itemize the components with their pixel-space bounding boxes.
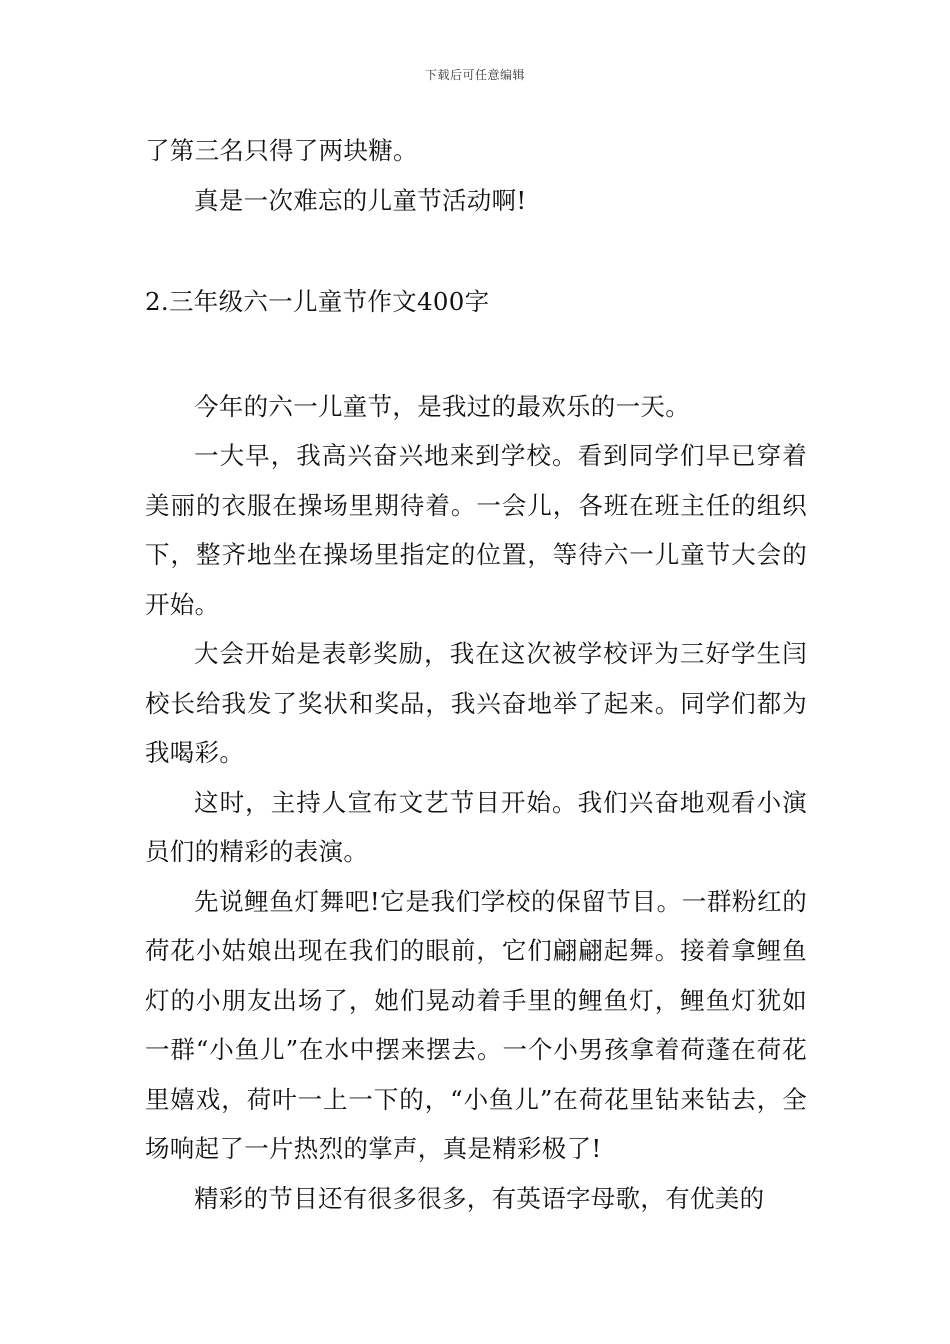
paragraph: 今年的六一儿童节，是我过的最欢乐的一天。 bbox=[194, 391, 690, 421]
section-title: 2.三年级六一儿童节作文400字 bbox=[145, 287, 490, 316]
title-gap bbox=[145, 327, 807, 382]
document-body bbox=[145, 126, 807, 1223]
section-gap bbox=[145, 225, 807, 277]
paragraph: 一大早，我高兴奋兴地来到学校。看到同学们早已穿着美丽的衣服在操场里期待着。一会儿，各班在班主任的组织下，整齐地坐在操场里指定的位置，等待六一儿童节大会的开始。 bbox=[145, 441, 807, 619]
paragraph-closing: 真是一次难忘的儿童节活动啊! bbox=[194, 185, 527, 215]
paragraph: 大会开始是表彰奖励，我在这次被学校评为三好学生闫校长给我发了奖状和奖品，我兴奋地举了起来。同学们都为我喝彩。 bbox=[145, 639, 807, 767]
paragraph: 先说鲤鱼灯舞吧!它是我们学校的保留节目。一群粉红的荷花小姑娘出现在我们的眼前，它们翩翩起舞。接着拿鲤鱼灯的小朋友出场了，她们晃动着手里的鲤鱼灯，鲤鱼灯犹如一群“小鱼儿”在水中摆来摆去。一个小男孩拿着荷蓬在荷花里嬉戏，荷叶一上一下的，“小鱼儿”在荷花里钻来钻去，全场响起了一片热烈的掌声，真是精彩极了! bbox=[145, 886, 807, 1163]
paragraph-continuation: 了第三名只得了两块糖。 bbox=[145, 136, 418, 165]
paragraph: 这时，主持人宣布文艺节目开始。我们兴奋地观看小演员们的精彩的表演。 bbox=[145, 787, 807, 866]
page-header: 下载后可任意编辑 bbox=[424, 68, 525, 82]
paragraph: 精彩的节目还有很多很多，有英语字母歌，有优美的 bbox=[194, 1183, 765, 1213]
